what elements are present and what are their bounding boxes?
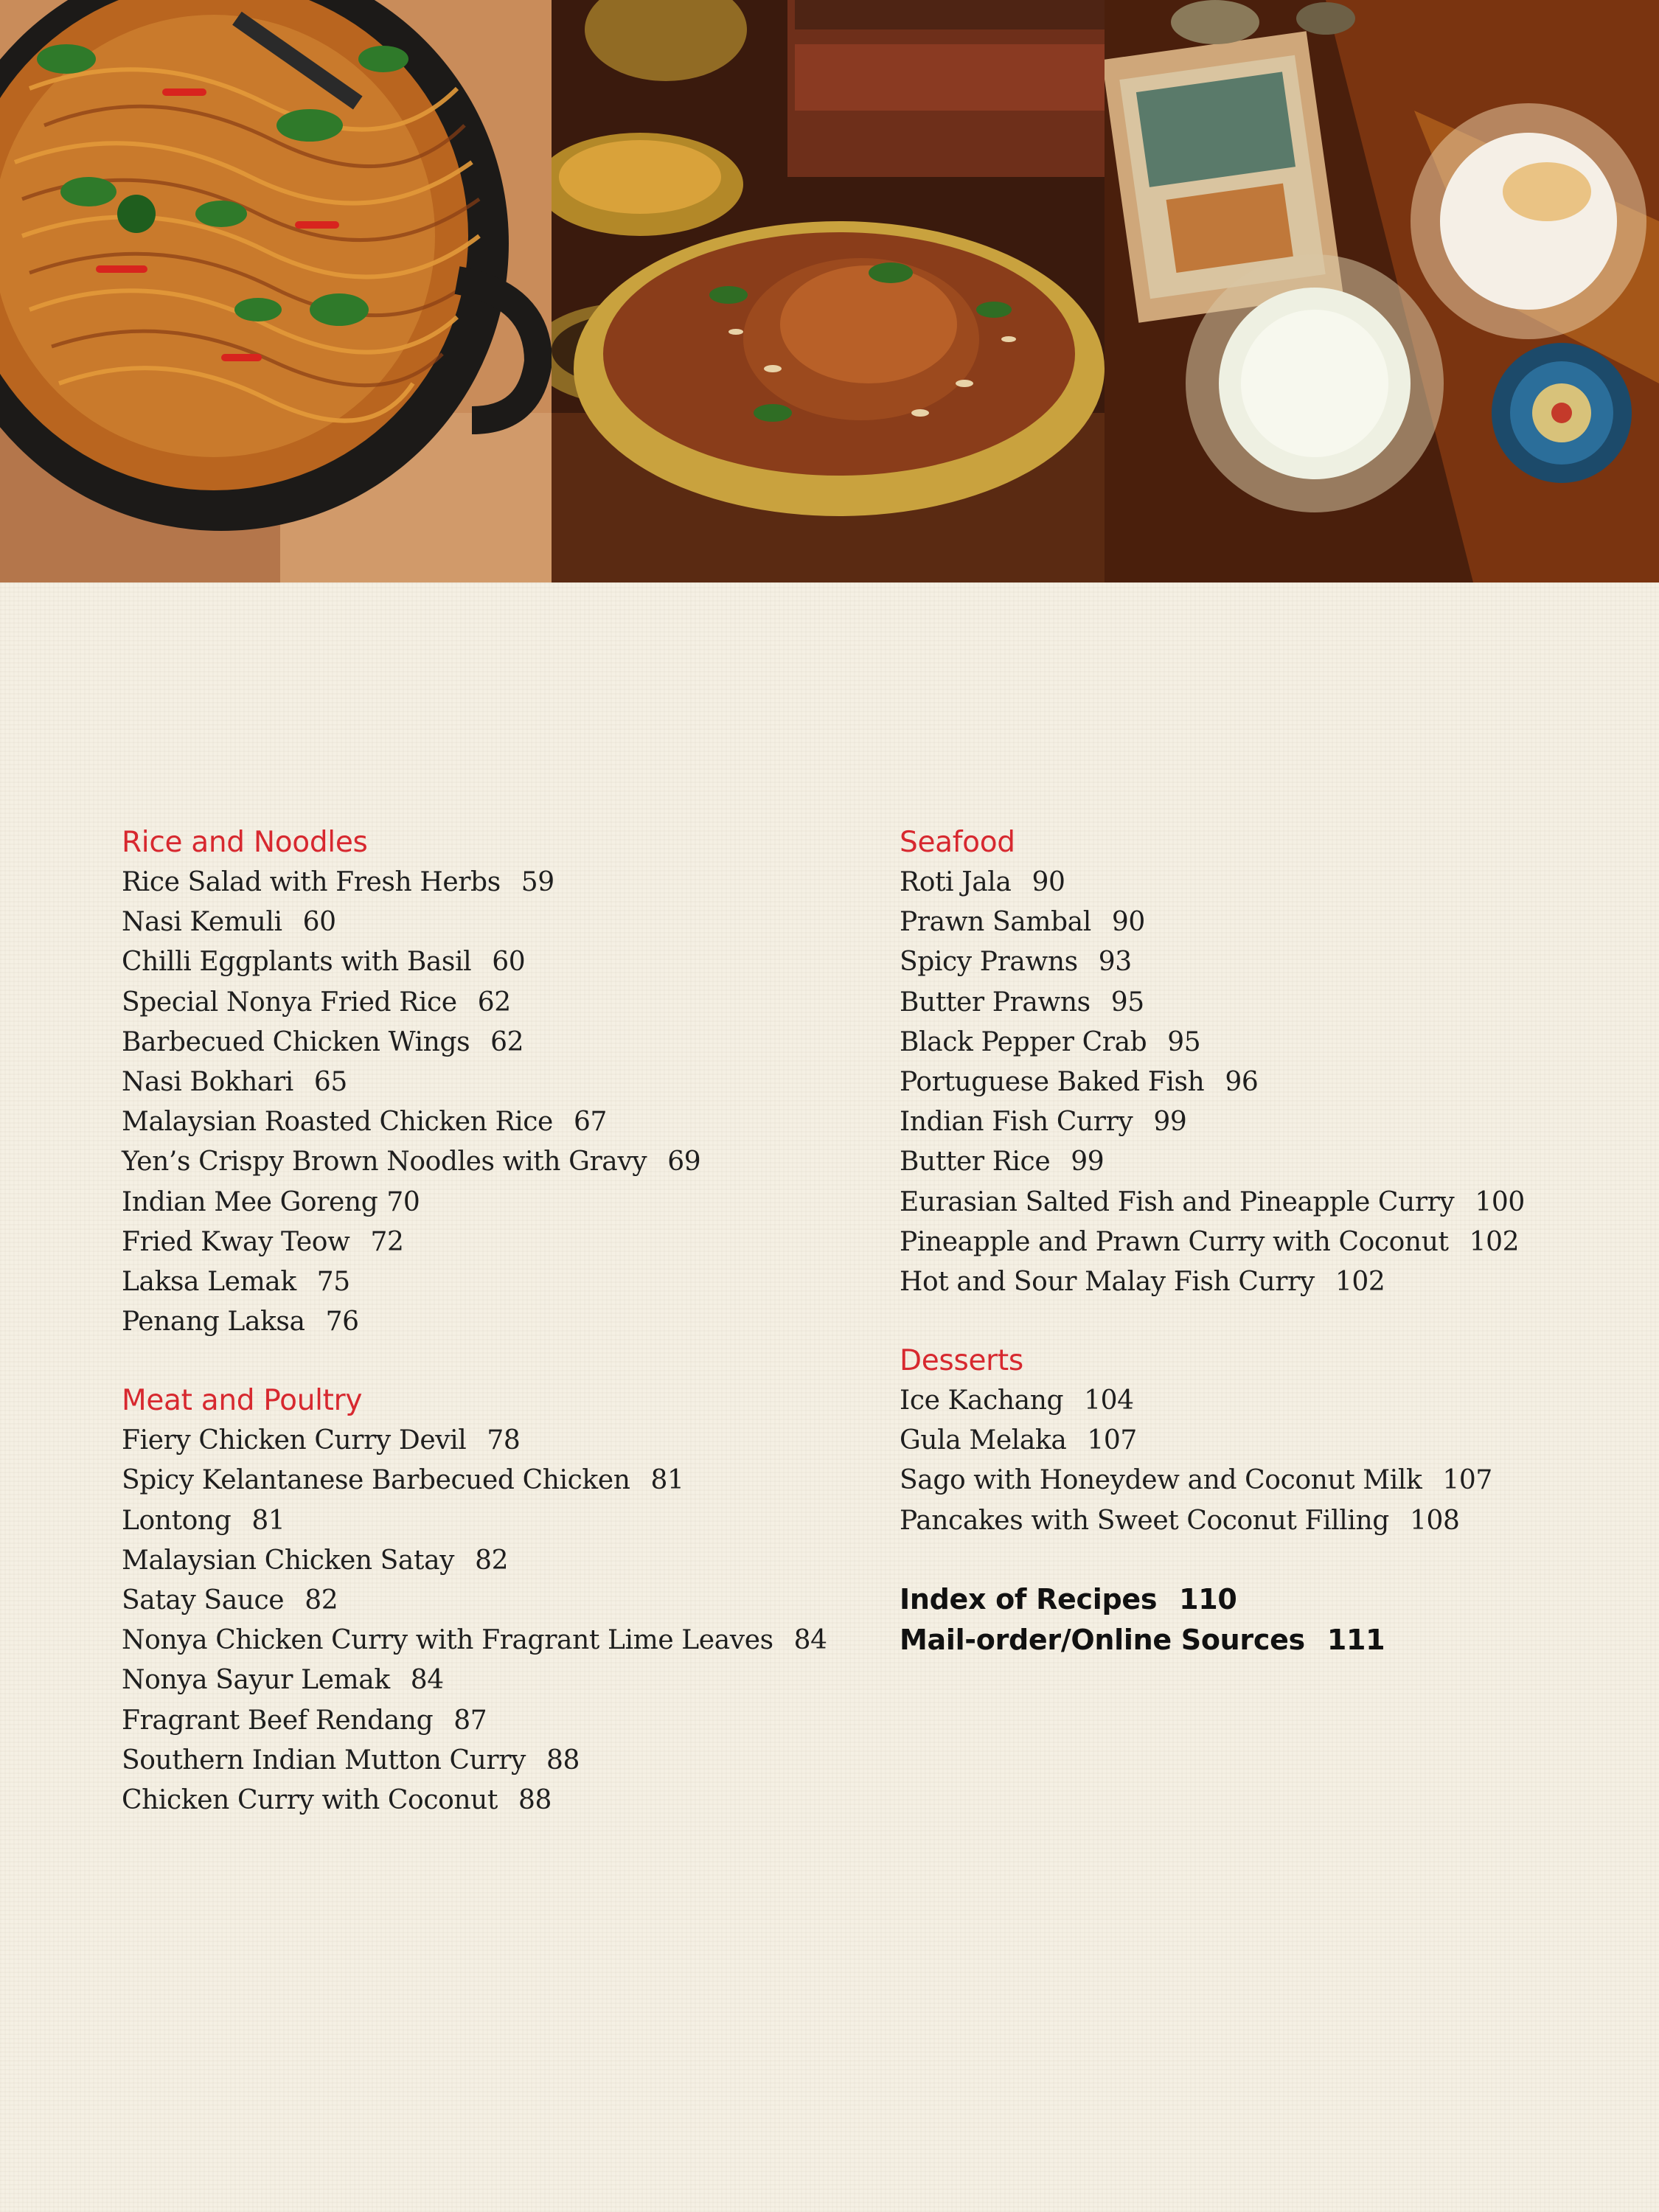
chicken-rice-platter-photo <box>552 0 1105 582</box>
toc-entry-index-of-recipes[interactable] <box>900 1579 1637 1620</box>
recipe-title: Nonya Sayur Lemak <box>122 1665 390 1696</box>
page-number: 84 <box>793 1625 827 1656</box>
recipe-title: Eurasian Salted Fish and Pineapple Curry <box>900 1186 1455 1217</box>
page-number: 111 <box>1326 1623 1385 1656</box>
page-number: 81 <box>650 1465 684 1496</box>
page-number: 75 <box>316 1266 350 1297</box>
recipe-title: Penang Laksa <box>122 1307 305 1338</box>
toc-entry[interactable] <box>122 902 859 942</box>
back-matter-title: Index of Recipes <box>900 1582 1158 1615</box>
page-number: 84 <box>410 1665 444 1696</box>
page-number: 102 <box>1335 1266 1385 1297</box>
toc-entry[interactable] <box>122 1183 859 1222</box>
recipe-list <box>900 1381 1637 1541</box>
toc-entry[interactable] <box>900 1142 1637 1182</box>
page-number: 110 <box>1179 1582 1237 1615</box>
recipe-title: Nasi Bokhari <box>122 1066 293 1097</box>
toc-right-column <box>900 823 1637 1660</box>
toc-section-desserts <box>900 1341 1637 1541</box>
recipe-title: Barbecued Chicken Wings <box>122 1026 470 1057</box>
recipe-title: Yen’s Crispy Brown Noodles with Gravy <box>122 1147 647 1178</box>
page-number: 65 <box>313 1066 347 1097</box>
toc-entry[interactable] <box>122 1062 859 1102</box>
recipe-title: Prawn Sambal <box>900 907 1091 938</box>
recipe-list <box>122 863 859 1342</box>
recipe-title: Spicy Prawns <box>900 947 1078 978</box>
recipe-title: Fried Kway Teow <box>122 1226 350 1257</box>
page-number: 96 <box>1225 1066 1259 1097</box>
page-number: 76 <box>325 1307 359 1338</box>
toc-entry[interactable] <box>900 1501 1637 1541</box>
toc-entry[interactable] <box>900 1461 1637 1500</box>
toc-entry[interactable] <box>900 1102 1637 1142</box>
toc-entry[interactable] <box>900 1222 1637 1262</box>
page-number: 60 <box>302 907 336 938</box>
fried-noodles-wok-photo <box>0 0 552 582</box>
toc-left-column <box>122 823 859 1820</box>
page-number: 82 <box>475 1545 509 1576</box>
recipe-title: Indian Fish Curry <box>900 1107 1133 1138</box>
recipe-title: Satay Sauce <box>122 1585 285 1615</box>
toc-entry[interactable] <box>122 1741 859 1781</box>
recipe-title: Ice Kachang <box>900 1385 1064 1416</box>
page-number: 107 <box>1087 1425 1137 1456</box>
page-number: 72 <box>370 1226 404 1257</box>
toc-entry[interactable] <box>122 1142 859 1182</box>
section-heading: Meat and Poultry <box>122 1384 363 1418</box>
toc-entry[interactable] <box>122 1102 859 1142</box>
recipe-list <box>122 1421 859 1820</box>
toc-entry[interactable] <box>122 863 859 902</box>
toc-entry[interactable] <box>122 983 859 1023</box>
recipe-title: Malaysian Roasted Chicken Rice <box>122 1107 553 1138</box>
section-heading: Rice and Noodles <box>122 826 368 859</box>
toc-section-rice-and-noodles <box>122 823 859 1342</box>
toc-entry[interactable] <box>122 1660 859 1700</box>
toc-entry[interactable] <box>900 1421 1637 1461</box>
recipe-title: Sago with Honeydew and Coconut Milk <box>900 1465 1422 1496</box>
page-number: 95 <box>1167 1026 1201 1057</box>
recipe-title: Hot and Sour Malay Fish Curry <box>900 1266 1315 1297</box>
page-number: 99 <box>1153 1107 1187 1138</box>
toc-entry[interactable] <box>122 1262 859 1302</box>
page-number: 95 <box>1110 987 1144 1018</box>
page-number: 81 <box>251 1505 285 1536</box>
toc-entry[interactable] <box>900 1262 1637 1302</box>
desserts-bowls-photo <box>1105 0 1659 582</box>
recipe-title: Nasi Kemuli <box>122 907 282 938</box>
page-number: 88 <box>546 1745 580 1775</box>
page-number: 108 <box>1409 1505 1460 1536</box>
recipe-title: Chilli Eggplants with Basil <box>122 947 472 978</box>
toc-entry[interactable] <box>122 1421 859 1461</box>
back-matter-title: Mail-order/Online Sources <box>900 1623 1305 1656</box>
toc-entry[interactable] <box>122 1461 859 1500</box>
recipe-title: Black Pepper Crab <box>900 1026 1147 1057</box>
page-number: 60 <box>492 947 526 978</box>
toc-entry[interactable] <box>900 942 1637 982</box>
recipe-title: Southern Indian Mutton Curry <box>122 1745 526 1775</box>
recipe-title: Nonya Chicken Curry with Fragrant Lime Leaves <box>122 1625 773 1656</box>
page-number: 107 <box>1442 1465 1492 1496</box>
recipe-title: Laksa Lemak <box>122 1266 296 1297</box>
page-number: 88 <box>518 1784 552 1815</box>
page-number: 102 <box>1469 1226 1520 1257</box>
page-number: 62 <box>477 987 511 1018</box>
recipe-title: Portuguese Baked Fish <box>900 1066 1205 1097</box>
back-matter <box>900 1579 1637 1660</box>
page-number: 70 <box>386 1186 420 1217</box>
page-number: 90 <box>1032 867 1065 897</box>
toc-entry[interactable] <box>122 942 859 982</box>
toc-entry[interactable] <box>900 902 1637 942</box>
toc-entry[interactable] <box>900 983 1637 1023</box>
section-heading: Seafood <box>900 826 1015 859</box>
toc-section-meat-and-poultry <box>122 1381 859 1820</box>
toc-entry[interactable] <box>900 1183 1637 1222</box>
toc-entry[interactable] <box>122 1581 859 1621</box>
toc-entry[interactable] <box>900 1381 1637 1421</box>
recipe-title: Indian Mee Goreng <box>122 1186 378 1217</box>
toc-entry[interactable] <box>122 1701 859 1741</box>
recipe-title: Lontong <box>122 1505 232 1536</box>
toc-entry[interactable] <box>122 1302 859 1342</box>
recipe-title: Gula Melaka <box>900 1425 1067 1456</box>
recipe-title: Butter Prawns <box>900 987 1091 1018</box>
toc-entry[interactable] <box>900 863 1637 902</box>
toc-entry[interactable] <box>900 1023 1637 1062</box>
toc-entry[interactable] <box>122 1023 859 1062</box>
page-number: 87 <box>453 1705 487 1736</box>
page-number: 69 <box>667 1147 701 1178</box>
toc-entry[interactable] <box>122 1621 859 1660</box>
page-number: 67 <box>573 1107 607 1138</box>
recipe-title: Malaysian Chicken Satay <box>122 1545 455 1576</box>
recipe-title: Rice Salad with Fresh Herbs <box>122 867 501 897</box>
page-number: 90 <box>1111 907 1145 938</box>
toc-entry[interactable] <box>122 1501 859 1541</box>
photo-strip <box>0 0 1659 582</box>
recipe-title: Pancakes with Sweet Coconut Filling <box>900 1505 1389 1536</box>
toc-entry[interactable] <box>122 1781 859 1820</box>
recipe-title: Pineapple and Prawn Curry with Coconut <box>900 1226 1449 1257</box>
recipe-title: Chicken Curry with Coconut <box>122 1784 498 1815</box>
page-number: 100 <box>1475 1186 1525 1217</box>
recipe-title: Special Nonya Fried Rice <box>122 987 457 1018</box>
section-heading: Desserts <box>900 1344 1023 1378</box>
toc-entry[interactable] <box>900 1062 1637 1102</box>
page-number: 99 <box>1071 1147 1105 1178</box>
page-number: 82 <box>305 1585 338 1615</box>
toc-entry[interactable] <box>122 1222 859 1262</box>
recipe-title: Butter Rice <box>900 1147 1051 1178</box>
recipe-list <box>900 863 1637 1302</box>
recipe-title: Spicy Kelantanese Barbecued Chicken <box>122 1465 630 1496</box>
page-number: 93 <box>1098 947 1132 978</box>
recipe-title: Roti Jala <box>900 867 1012 897</box>
toc-section-seafood <box>900 823 1637 1302</box>
recipe-title: Fragrant Beef Rendang <box>122 1705 434 1736</box>
page-number: 78 <box>487 1425 521 1456</box>
toc-entry[interactable] <box>122 1541 859 1581</box>
page-number: 62 <box>490 1026 524 1057</box>
page-number: 104 <box>1084 1385 1134 1416</box>
recipe-title: Fiery Chicken Curry Devil <box>122 1425 467 1456</box>
toc-entry-mail-order-sources[interactable] <box>900 1620 1637 1660</box>
page-number: 59 <box>521 867 554 897</box>
